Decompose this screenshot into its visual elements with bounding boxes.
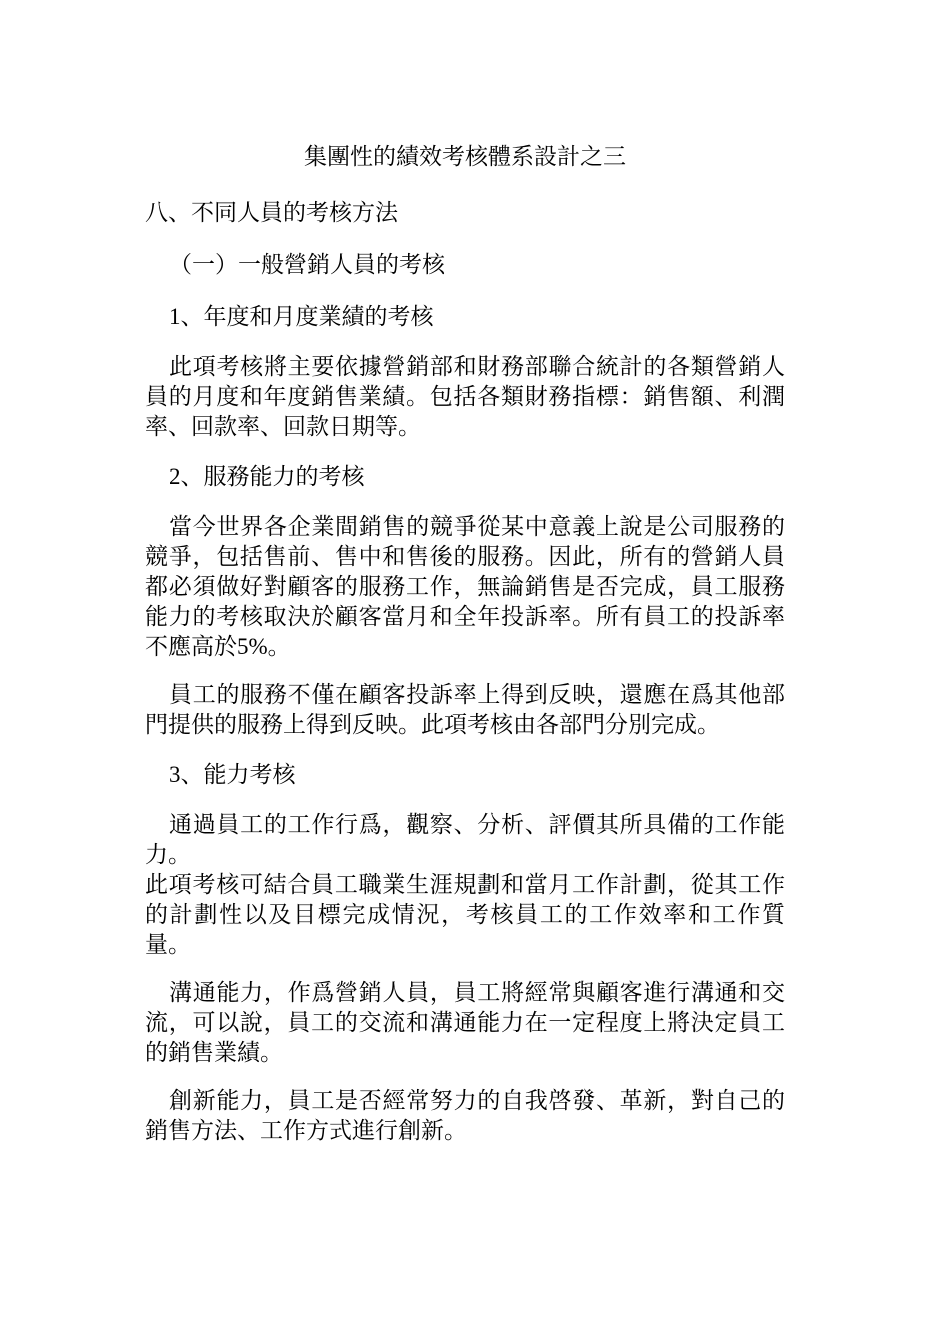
- item-heading-text: 、服務能力的考核: [180, 464, 365, 490]
- paragraph: 溝通能力，作爲營銷人員，員工將經常與顧客進行溝通和交流，可以說，員工的交流和溝通能力在一定程度上將決定員工的銷售業績。: [145, 980, 785, 1066]
- section-heading: 八、不同人員的考核方法: [145, 200, 398, 226]
- paragraph: 通過員工的工作行爲，觀察、分析、評價其所具備的工作能力。: [145, 812, 785, 868]
- paragraph-text: 當今世界各企業間銷售的競爭從某中意義上說是公司服務的競爭，包括售前、售中和售後的服務。因此，所有的營銷人員都必須做好對顧客的服務工作，無論銷售是否完成，員工服務能力的考核取決於顧客當月和全年投訴率。所有員工的投訴率不應高於: [145, 514, 785, 660]
- subsection-heading: （一）一般營銷人員的考核: [169, 252, 445, 278]
- item-number: 3: [169, 762, 181, 787]
- paragraph: 此項考核可結合員工職業生涯規劃和當月工作計劃，從其工作的計劃性以及目標完成情況，考核員工的工作效率和工作質量。: [145, 872, 785, 958]
- item-heading-2: [145, 460, 785, 494]
- paragraph: [145, 512, 785, 662]
- document-title: 集團性的績效考核體系設計之三: [304, 144, 626, 170]
- item-heading-3: [145, 758, 785, 792]
- paragraph: 此項考核將主要依據營銷部和財務部聯合統計的各類營銷人員的月度和年度銷售業績。包括各類財務指標：銷售額、利潤率、回款率、回款日期等。: [145, 354, 785, 440]
- item-number: 1: [169, 304, 181, 329]
- item-heading-1: [145, 300, 785, 334]
- percent-value: 5%: [237, 634, 268, 659]
- paragraph-group: [145, 810, 785, 960]
- paragraph: 創新能力，員工是否經常努力的自我啓發、革新，對自己的銷售方法、工作方式進行創新。: [145, 1088, 785, 1144]
- item-heading-text: 、能力考核: [180, 762, 296, 788]
- document-body: [145, 140, 785, 1164]
- item-number: 2: [169, 464, 181, 489]
- item-heading-text: 、年度和月度業績的考核: [180, 304, 434, 330]
- paragraph-suffix: 。: [267, 634, 291, 660]
- paragraph: 員工的服務不僅在顧客投訴率上得到反映，還應在爲其他部門提供的服務上得到反映。此項考核由各部門分別完成。: [145, 682, 785, 738]
